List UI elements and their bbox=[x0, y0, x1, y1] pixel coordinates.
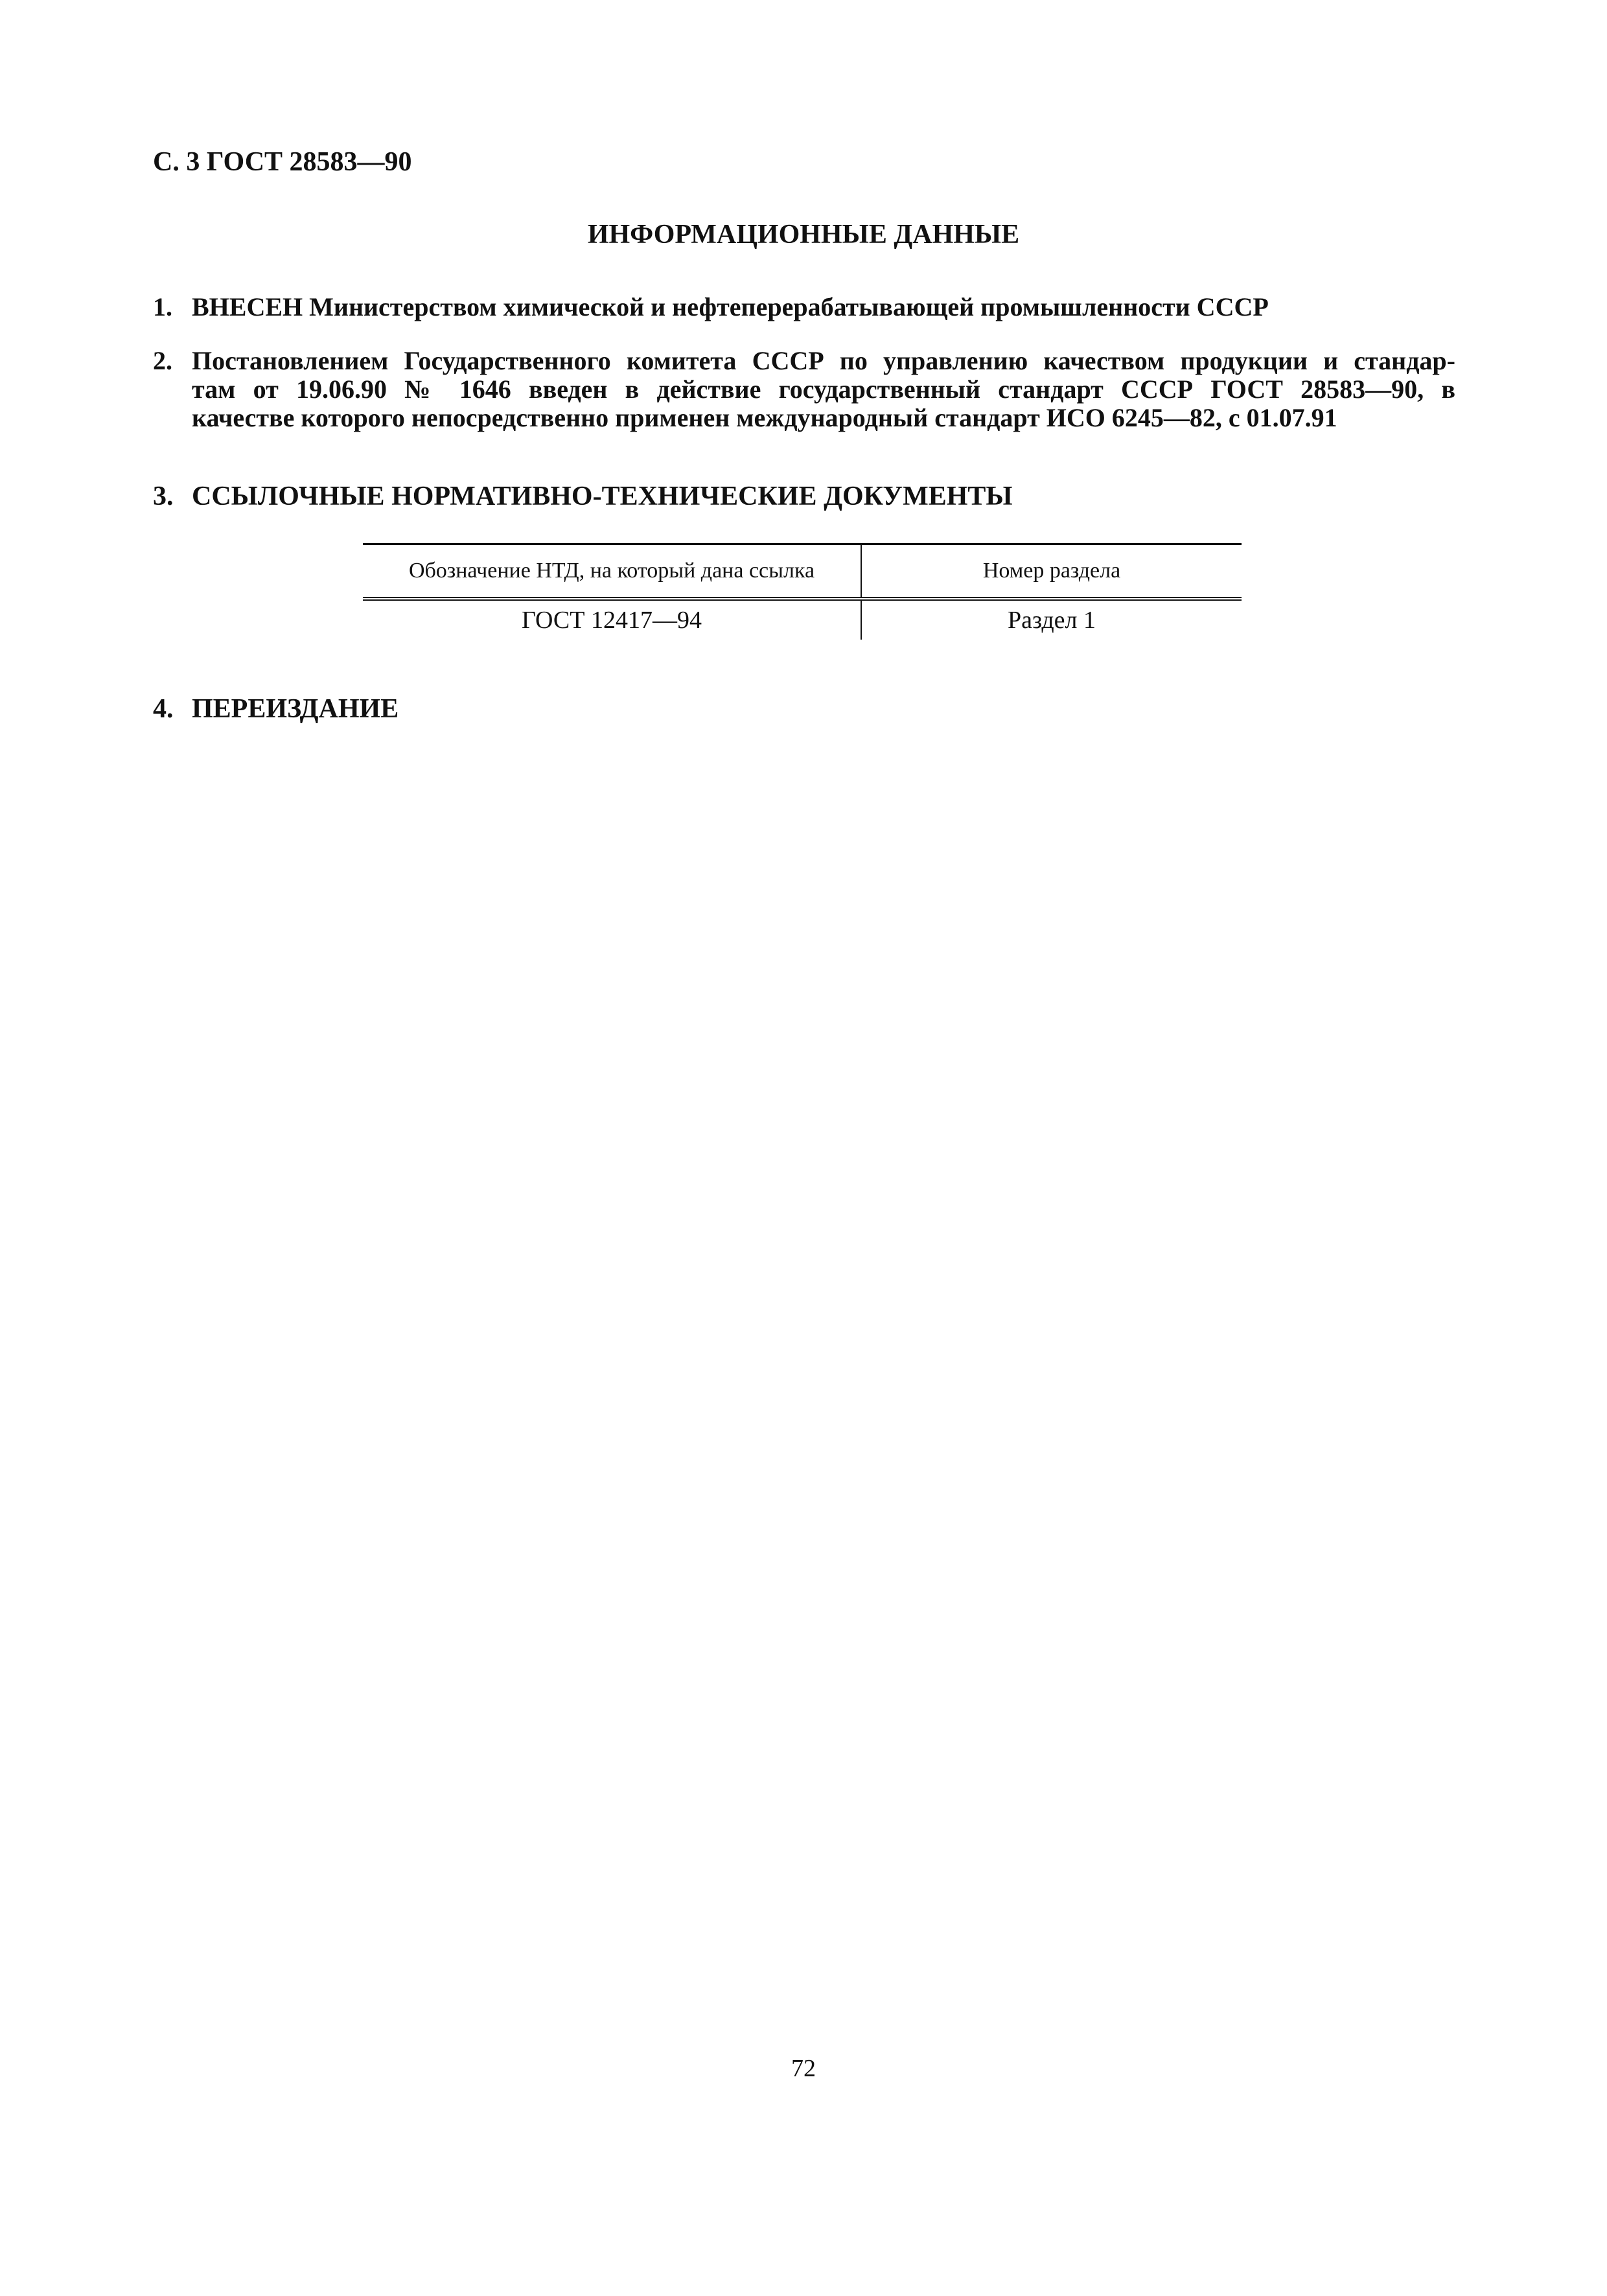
table-header-row bbox=[363, 544, 1242, 599]
table-cell: ГОСТ 12417—94 bbox=[363, 599, 861, 640]
reference-documents-table bbox=[363, 543, 1242, 640]
page-header: С. 3 ГОСТ 28583—90 bbox=[153, 147, 412, 177]
item-text-line: Постановлением Государственного комитета СССР по управлению качеством продукции и стандар- bbox=[192, 346, 1455, 375]
table-header-cell: Номер раздела bbox=[861, 544, 1242, 599]
item-number: 1. bbox=[153, 292, 172, 321]
info-item-3 bbox=[153, 482, 1013, 511]
item-text-line: качестве которого непосредственно применен международный стандарт ИСО 6245—82, с 01.07.91 bbox=[192, 403, 1337, 432]
item-number: 3. bbox=[153, 481, 174, 511]
item-number: 4. bbox=[153, 694, 174, 724]
page-number: 72 bbox=[791, 2055, 816, 2082]
info-item-4 bbox=[153, 695, 399, 723]
info-item-1 bbox=[153, 293, 1269, 321]
item-text bbox=[192, 347, 1455, 432]
document-title: ИНФОРМАЦИОННЫЕ ДАННЫЕ bbox=[587, 220, 1020, 249]
table-cell: Раздел 1 bbox=[1008, 607, 1096, 634]
item-text: ССЫЛОЧНЫЕ НОРМАТИВНО-ТЕХНИЧЕСКИЕ ДОКУМЕНТЫ bbox=[192, 481, 1013, 511]
table-header-cell: Обозначение НТД, на который дана ссылка bbox=[363, 544, 861, 599]
item-text: ПЕРЕИЗДАНИЕ bbox=[192, 694, 399, 724]
item-text: ВНЕСЕН Министерством химической и нефтеперерабатывающей промышленности СССР bbox=[192, 292, 1269, 321]
info-item-2 bbox=[153, 347, 1455, 432]
item-number: 2. bbox=[153, 346, 172, 375]
table-row bbox=[363, 599, 1242, 640]
item-text-line: там от 19.06.90 № 1646 введен в действие государственный стандарт СССР ГОСТ 28583—90, в bbox=[192, 375, 1455, 404]
